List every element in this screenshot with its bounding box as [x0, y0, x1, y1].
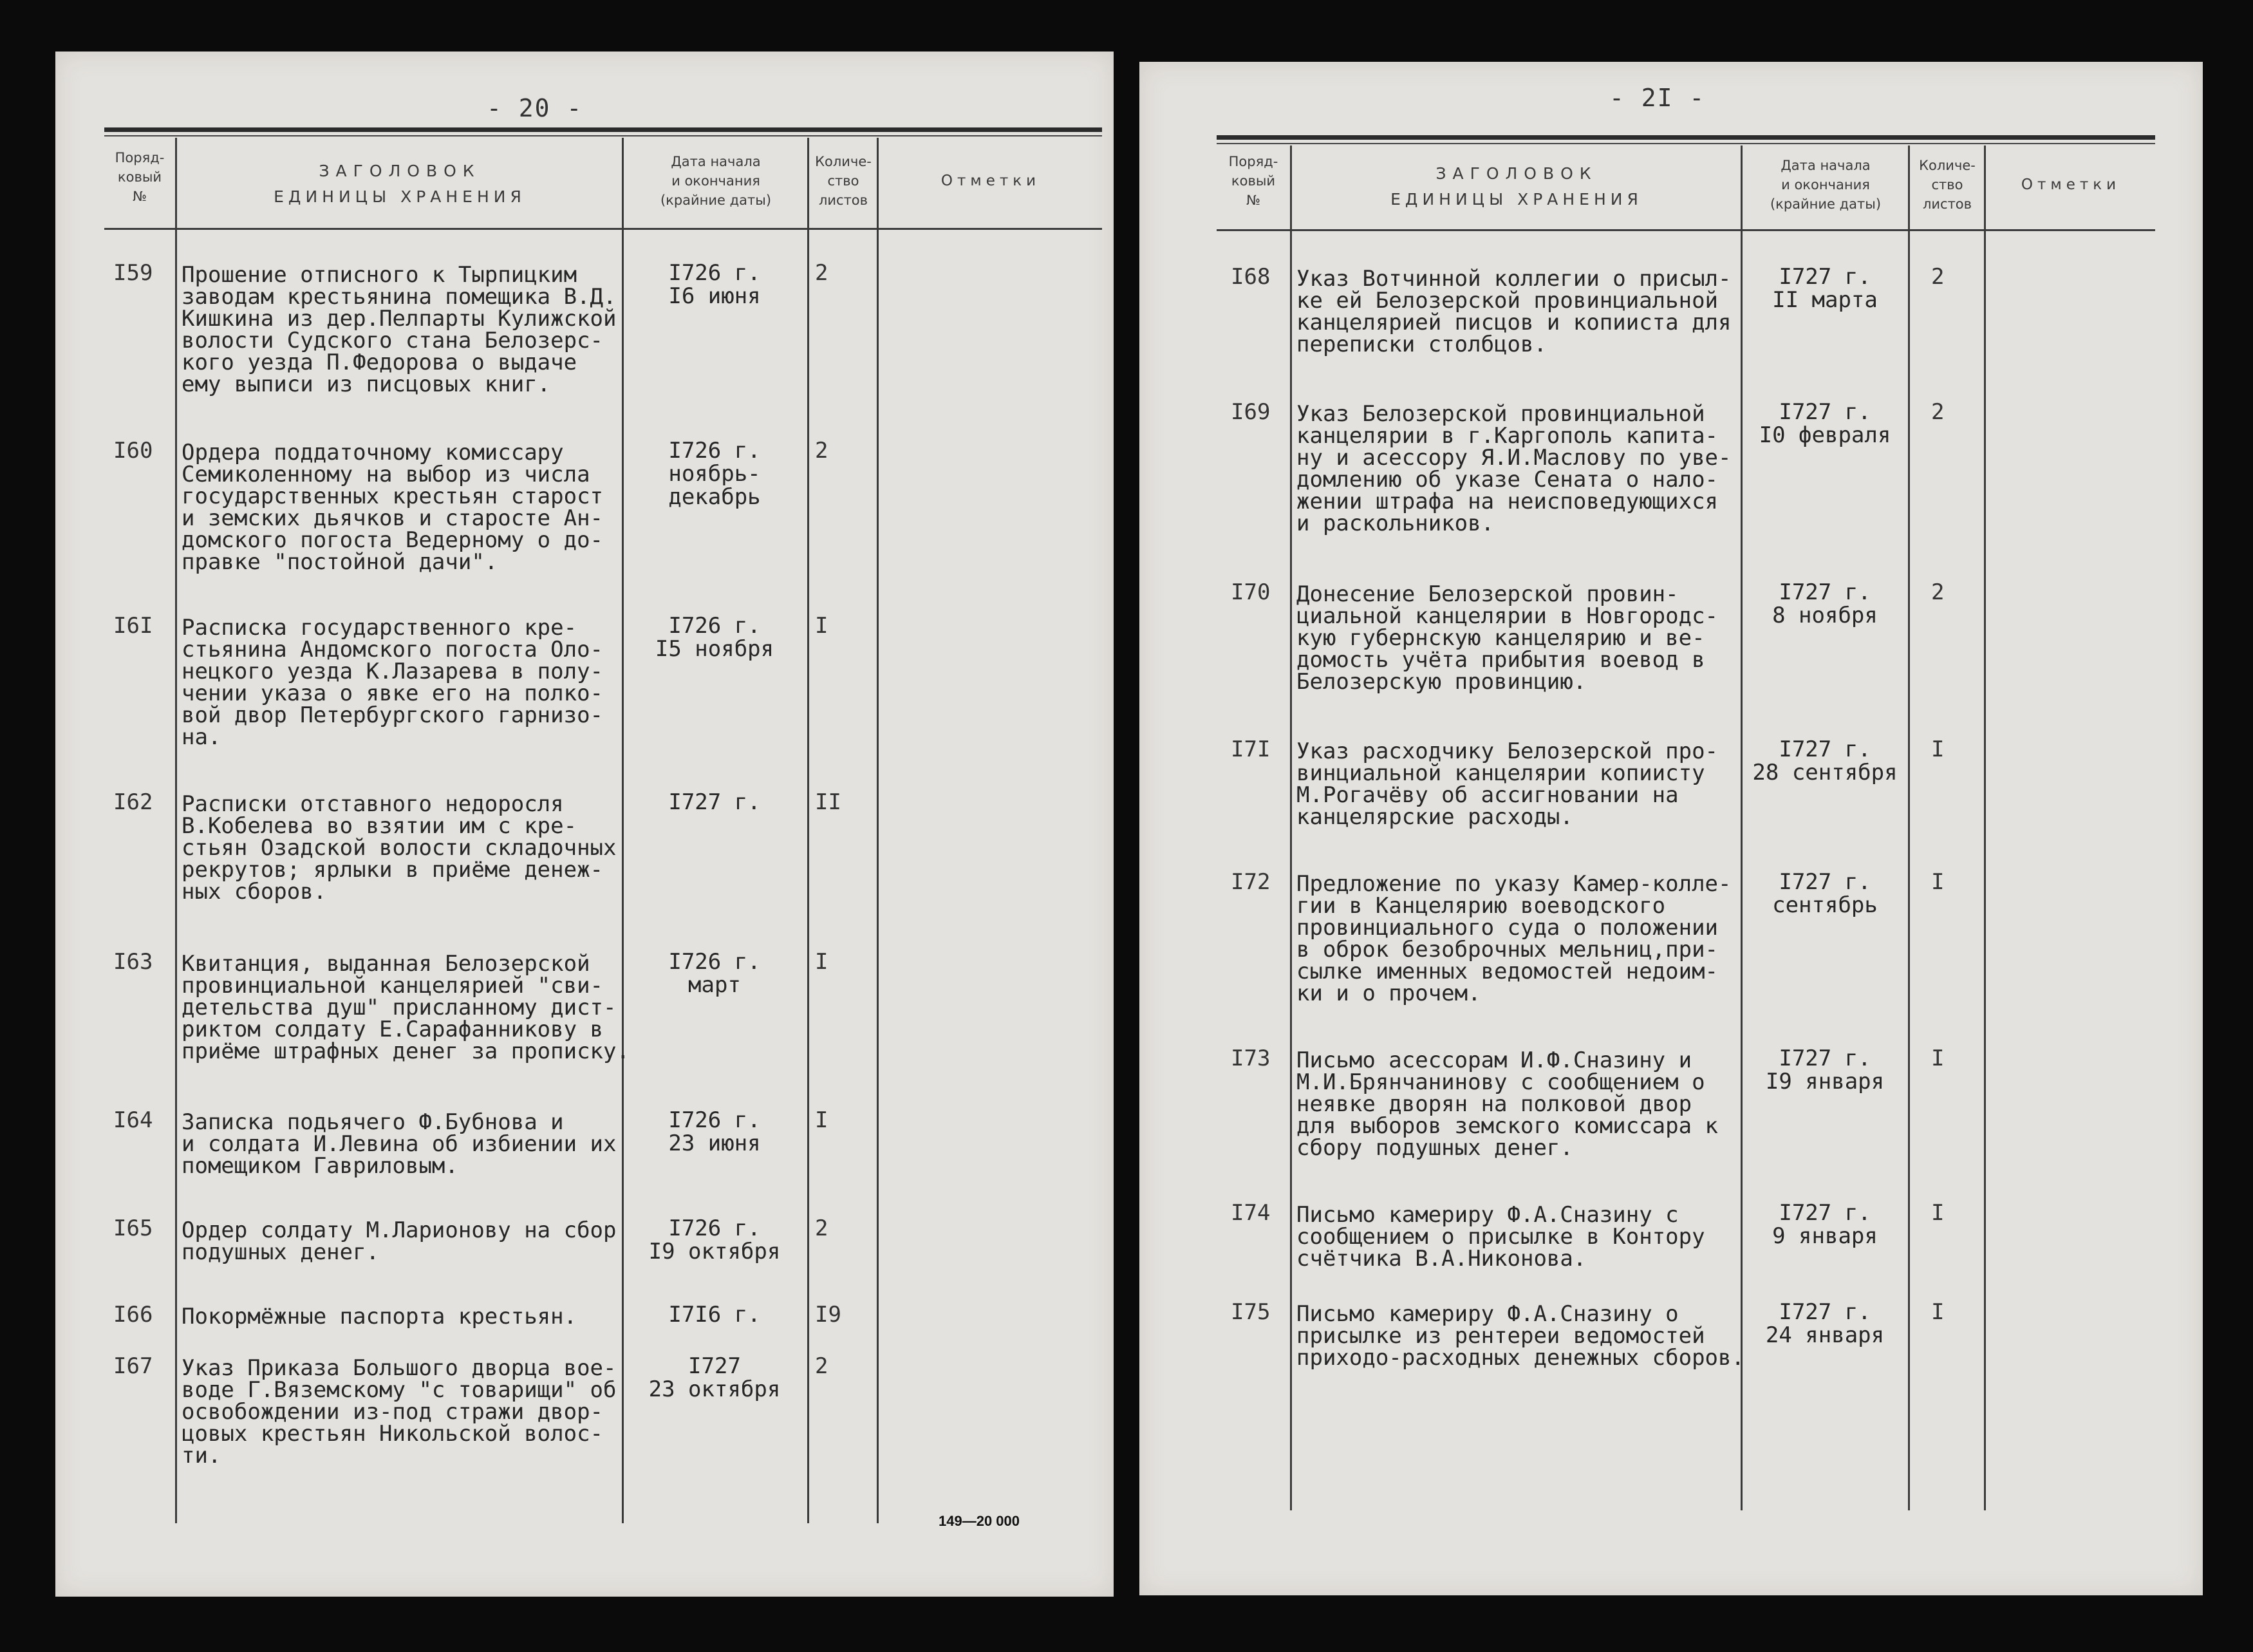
row-title: Квитанция, выданная Белозерской провинциальной канцелярией "сви- детельства душ" присланному дист- риктом солдату Е.Сарафанникову в приёме штрафных денег за прописку. [182, 951, 630, 1064]
row-number: I6I [113, 613, 153, 639]
row-sheets: I [1931, 1200, 1945, 1226]
header-sheets-line: ство [1931, 177, 1963, 192]
header-dates-line: (крайние даты) [660, 192, 772, 208]
header-dates [1743, 156, 1908, 214]
header-dates-line: Дата начала [671, 154, 761, 169]
header-sheets [810, 152, 877, 210]
row-sheets: I [1931, 1046, 1945, 1071]
row-number: I73 [1231, 1046, 1271, 1071]
print-run-footer: 149—20 000 [939, 1513, 1020, 1529]
row-sheets: 2 [815, 438, 828, 464]
header-top-rule-thin [104, 135, 1102, 136]
row-sheets: I [815, 949, 828, 975]
row-number: I75 [1231, 1299, 1271, 1325]
row-date: I726 г. I9 октября [648, 1216, 781, 1264]
right-page [1139, 62, 2203, 1595]
row-date: I727 г. 8 ноября [1772, 579, 1878, 628]
row-sheets: I [1931, 869, 1945, 895]
row-title: Покормёжные паспорта крестьян. [182, 1304, 577, 1329]
row-sheets: II [815, 789, 841, 815]
row-title: Расписки отставного недоросля В.Кобелева во взятии им с кре- стьян Озадской волости складочных рекрутов; ярлыки в приёме денеж- ных сборов. [182, 791, 617, 905]
row-number: I66 [113, 1302, 153, 1328]
row-sheets: I [815, 613, 828, 639]
row-date: I727 г. [668, 789, 761, 815]
header-marks: Отметки [940, 173, 1041, 189]
header-top-rule-thin [1217, 143, 2155, 144]
row-sheets: 2 [815, 1353, 828, 1379]
row-sheets: 2 [1931, 579, 1945, 605]
header-sheets-line: листов [1922, 196, 1972, 212]
row-date: I727 г. 28 сентября [1752, 737, 1898, 785]
row-date: I726 г. 23 июня [668, 1107, 761, 1156]
row-title: Донесение Белозерской провин- циальной канцелярии в Новгородс- кую губернскую канцелярию и ве- домость учёта прибытия воевод в Белозерскую провинцию. [1296, 581, 1719, 695]
row-date: I727 г. II марта [1772, 264, 1878, 313]
header-title-line: ЕДИНИЦЫ ХРАНЕНИЯ [274, 187, 526, 206]
column-divider [807, 138, 809, 1523]
row-number: I62 [113, 789, 153, 815]
column-divider [622, 138, 624, 1523]
row-title: Письмо камериру Ф.А.Сназину с сообщением о присылке в Контору счётчика В.А.Никонова. [1296, 1202, 1705, 1272]
row-sheets: I [1931, 1299, 1945, 1325]
header-number [104, 148, 175, 206]
row-title: Письмо асессорам И.Ф.Сназину и М.И.Брянчанинову с сообщением о неявке дворян на полковой двор для выборов земского комиссара к сбору подушных денег. [1296, 1047, 1719, 1161]
header-title [178, 158, 622, 210]
header-sheets-line: листов [818, 192, 868, 208]
header-title [1293, 161, 1741, 212]
header-number-line: ковый [117, 169, 162, 185]
column-divider [175, 138, 177, 1523]
row-title: Ордер солдату М.Ларионову на сбор подушных денег. [182, 1217, 617, 1265]
row-title: Письмо камериру Ф.А.Сназину о присылке из рентереи ведомостей приходо-расходных денежных сборов. [1296, 1301, 1744, 1371]
row-sheets: 2 [815, 260, 828, 286]
row-title: Указ Приказа Большого дворца вое- воде Г.Вяземскому "с товарищи" об освобождении из-под стражи двор- цовых крестьян Никольской волос- ти. [182, 1355, 617, 1469]
header-sheets-line: ство [827, 173, 859, 189]
row-number: I67 [113, 1353, 153, 1379]
header-dates-line: Дата начала [1781, 158, 1871, 173]
row-sheets: I [1931, 737, 1945, 762]
header-title-line: ЕДИНИЦЫ ХРАНЕНИЯ [1390, 190, 1643, 209]
header-marks: Отметки [2021, 176, 2121, 193]
row-title: Прошение отписного к Тырпицким заводам крестьянина помещика В.Д. Кишкина из дер.Пелпарты Кулижской волости Судского стана Белозерс- кого уезда П.Федорова о выдаче ему выписи из писцовых книг. [182, 262, 617, 397]
header-number-line: Поряд- [115, 150, 165, 165]
header-number [1217, 152, 1290, 210]
row-number: I7I [1231, 737, 1271, 762]
row-sheets: 2 [1931, 399, 1945, 425]
row-sheets: I9 [815, 1302, 841, 1328]
row-number: I72 [1231, 869, 1271, 895]
row-number: I64 [113, 1107, 153, 1133]
row-date: I726 г. I6 июня [668, 260, 761, 309]
row-date: I727 г. 9 января [1772, 1200, 1878, 1249]
row-number: I68 [1231, 264, 1271, 290]
row-date: I727 23 октября [648, 1353, 781, 1402]
header-sheets-line: Количе- [815, 154, 872, 169]
row-title: Указ расходчику Белозерской про- винциальной канцелярии копиисту М.Рогачёву об ассигновании на канцелярские расходы. [1296, 738, 1719, 830]
row-number: I59 [113, 260, 153, 286]
header-dates-line: (крайние даты) [1770, 196, 1882, 212]
row-number: I63 [113, 949, 153, 975]
row-date: I727 г. I9 января [1765, 1046, 1885, 1094]
row-title: Указ Белозерской провинциальной канцелярии в г.Каргополь капита- ну и асессору Я.И.Маслову по уве- домлению об указе Сената о нало- жении штрафа на неисповедующихся и раскольников. [1296, 401, 1732, 536]
header-dates [624, 152, 807, 210]
page-number: - 20 - [487, 94, 583, 122]
row-title: Ордера поддаточному комиссару Семиколенному на выбор из числа государственных крестьян старост и земских дьячков и старосте Ан- домского погоста Ведерному о до- правке "постойной дачи". [182, 440, 604, 575]
column-divider [877, 138, 879, 1523]
header-number-line: № [133, 189, 147, 204]
row-date: I726 г. март [668, 949, 761, 998]
header-sheets-line: Количе- [1919, 158, 1976, 173]
row-sheets: 2 [815, 1216, 828, 1241]
header-dates-line: и окончания [1781, 177, 1870, 192]
row-date: I7I6 г. [668, 1302, 761, 1328]
row-title: Расписка государственного кре- стьянина Андомского погоста Оло- нецкого уезда К.Лазарева в полу- чении указа о явке его на полко- вой двор Петербургского гарнизо- на. [182, 615, 604, 750]
row-date: I727 г. сентябрь [1772, 869, 1878, 918]
row-date: I727 г. I0 февраля [1759, 399, 1891, 448]
header-number-line: № [1246, 192, 1260, 208]
header-sheets [1911, 156, 1984, 214]
header-title-line: ЗАГОЛОВОК [319, 162, 481, 180]
row-number: I60 [113, 438, 153, 464]
row-number: I69 [1231, 399, 1271, 425]
header-title-line: ЗАГОЛОВОК [1435, 164, 1598, 183]
row-date: I726 г. I5 ноября [655, 613, 774, 662]
row-date: I726 г. ноябрь- декабрь [668, 438, 761, 510]
column-divider [1290, 145, 1292, 1510]
header-number-line: ковый [1231, 173, 1276, 189]
header-bottom-rule [1217, 229, 2155, 231]
row-sheets: 2 [1931, 264, 1945, 290]
header-top-rule [104, 127, 1102, 132]
header-bottom-rule [104, 228, 1102, 230]
header-top-rule [1217, 135, 2155, 140]
page-number: - 2I - [1609, 84, 1706, 112]
column-divider [1984, 145, 1986, 1510]
row-title: Записка подьячего Ф.Бубнова и и солдата И.Левина об избиении их помещиком Гавриловым. [182, 1109, 617, 1179]
row-number: I70 [1231, 579, 1271, 605]
row-number: I65 [113, 1216, 153, 1241]
row-sheets: I [815, 1107, 828, 1133]
header-number-line: Поряд- [1228, 154, 1278, 169]
row-title: Предложение по указу Камер-колле- гии в Канцелярию воеводского провинциального суда о положении в оброк безоброчных мельниц,при- сылке именных ведомостей недоим- ки и о прочем. [1296, 871, 1732, 1006]
row-date: I727 г. 24 января [1765, 1299, 1885, 1348]
row-number: I74 [1231, 1200, 1271, 1226]
column-divider [1908, 145, 1910, 1510]
left-page [55, 52, 1114, 1597]
row-title: Указ Вотчинной коллегии о присыл- ке ей Белозерской провинциальной канцелярией писцов и копииста для переписки столбцов. [1296, 266, 1732, 357]
header-dates-line: и окончания [671, 173, 760, 189]
